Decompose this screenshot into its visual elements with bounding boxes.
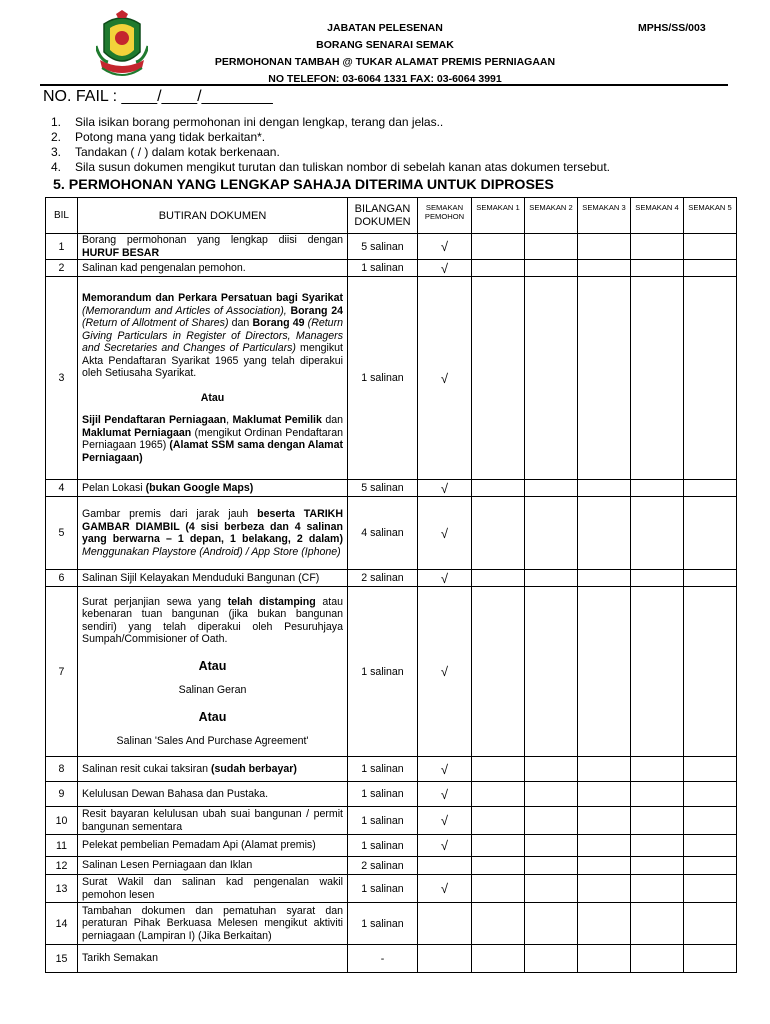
check-cell[interactable] [631, 875, 684, 903]
check-cell[interactable] [525, 875, 578, 903]
instruction-item: 3. Tandakan ( / ) dalam kotak berkenaan. [51, 145, 280, 159]
check-cell[interactable] [631, 260, 684, 277]
check-cell[interactable] [684, 277, 737, 480]
row-description: Kelulusan Dewan Bahasa dan Pustaka. [78, 782, 348, 807]
check-cell[interactable] [578, 782, 631, 807]
header-check-applicant: SEMAKAN PEMOHON [418, 198, 472, 234]
check-cell[interactable] [578, 570, 631, 587]
check-cell[interactable] [631, 497, 684, 570]
check-cell[interactable] [472, 587, 525, 757]
instruction-item: 4. Sila susun dokumen mengikut turutan dan tuliskan nombor di sebelah kanan atas dokumen tersebut. [51, 160, 610, 174]
row-description: Pelekat pembelian Pemadam Api (Alamat premis) [78, 835, 348, 857]
checklist-table [45, 197, 737, 973]
check-cell[interactable] [684, 757, 737, 782]
row-quantity: - [348, 945, 418, 973]
check-cell[interactable] [578, 757, 631, 782]
row-description: Salinan resit cukai taksiran (sudah berbayar) [78, 757, 348, 782]
check-cell[interactable] [525, 587, 578, 757]
table-row [46, 277, 737, 480]
header-divider [40, 84, 728, 86]
row-description: Salinan Lesen Perniagaan dan Iklan [78, 857, 348, 875]
header-check-4: SEMAKAN 4 [631, 198, 684, 234]
table-row [46, 857, 737, 875]
check-cell[interactable] [472, 277, 525, 480]
check-cell[interactable] [578, 807, 631, 835]
row-quantity: 5 salinan [348, 480, 418, 497]
row-quantity: 1 salinan [348, 835, 418, 857]
check-cell[interactable] [525, 945, 578, 973]
row-quantity: 4 salinan [348, 497, 418, 570]
header-check-5: SEMAKAN 5 [684, 198, 737, 234]
check-cell[interactable] [684, 875, 737, 903]
check-cell[interactable] [684, 587, 737, 757]
check-cell[interactable] [525, 903, 578, 945]
check-applicant[interactable]: √ [418, 782, 472, 807]
row-number: 10 [46, 807, 78, 835]
check-cell[interactable] [525, 807, 578, 835]
file-number: NO. FAIL : ____/____/________ [43, 88, 273, 105]
check-cell[interactable] [631, 480, 684, 497]
table-row [46, 903, 737, 945]
row-description: Salinan kad pengenalan pemohon. [78, 260, 348, 277]
check-cell[interactable] [525, 835, 578, 857]
table-row [46, 234, 737, 260]
check-applicant[interactable]: √ [418, 757, 472, 782]
row-number: 15 [46, 945, 78, 973]
check-cell[interactable] [525, 857, 578, 875]
check-cell[interactable] [684, 570, 737, 587]
check-cell[interactable] [684, 497, 737, 570]
check-applicant[interactable]: √ [418, 480, 472, 497]
check-cell[interactable] [631, 807, 684, 835]
check-cell[interactable] [525, 570, 578, 587]
row-description: Pelan Lokasi (bukan Google Maps) [78, 480, 348, 497]
header-check-2: SEMAKAN 2 [525, 198, 578, 234]
instruction-item: 2. Potong mana yang tidak berkaitan*. [51, 130, 266, 144]
check-cell[interactable] [525, 277, 578, 480]
or-label: Atau [198, 709, 227, 724]
row-number: 2 [46, 260, 78, 277]
check-cell[interactable] [684, 857, 737, 875]
table-row [46, 875, 737, 903]
check-cell[interactable] [578, 480, 631, 497]
row-description: Resit bayaran kelulusan ubah suai bangunan / permit bangunan sementara [78, 807, 348, 835]
check-applicant[interactable]: √ [418, 234, 472, 260]
check-cell[interactable] [578, 277, 631, 480]
check-applicant[interactable]: √ [418, 807, 472, 835]
check-cell[interactable] [578, 587, 631, 757]
check-cell[interactable] [578, 497, 631, 570]
check-cell[interactable] [472, 782, 525, 807]
row-number: 13 [46, 875, 78, 903]
check-applicant[interactable]: √ [418, 497, 472, 570]
table-row [46, 807, 737, 835]
row-description: Tarikh Semakan [78, 945, 348, 973]
check-cell[interactable] [631, 570, 684, 587]
header-line: BORANG SENARAI SEMAK [316, 39, 454, 51]
check-cell[interactable] [631, 757, 684, 782]
check-cell[interactable] [472, 234, 525, 260]
row-description: Surat Wakil dan salinan kad pengenalan wakil pemohon lesen [78, 875, 348, 903]
row-number: 11 [46, 835, 78, 857]
check-cell[interactable] [631, 945, 684, 973]
table-row [46, 782, 737, 807]
row-description: Borang permohonan yang lengkap diisi dengan HURUF BESAR [78, 234, 348, 260]
check-cell[interactable] [472, 857, 525, 875]
header-check-3: SEMAKAN 3 [578, 198, 631, 234]
check-cell[interactable] [525, 497, 578, 570]
table-header-row [46, 198, 737, 234]
check-cell[interactable] [472, 875, 525, 903]
table-row [46, 587, 737, 757]
check-cell[interactable] [684, 835, 737, 857]
check-applicant[interactable] [418, 903, 472, 945]
row-number: 14 [46, 903, 78, 945]
check-cell[interactable] [631, 903, 684, 945]
table-row [46, 497, 737, 570]
row-number: 5 [46, 497, 78, 570]
row-number: 9 [46, 782, 78, 807]
row-quantity: 1 salinan [348, 807, 418, 835]
check-cell[interactable] [684, 807, 737, 835]
row-quantity: 1 salinan [348, 903, 418, 945]
row-quantity: 2 salinan [348, 570, 418, 587]
check-cell[interactable] [684, 782, 737, 807]
check-cell[interactable] [525, 757, 578, 782]
table-row [46, 945, 737, 973]
header-item: BUTIRAN DOKUMEN [78, 198, 348, 234]
row-quantity: 5 salinan [348, 234, 418, 260]
check-cell[interactable] [472, 835, 525, 857]
header-check-1: SEMAKAN 1 [472, 198, 525, 234]
check-cell[interactable] [578, 945, 631, 973]
check-cell[interactable] [472, 945, 525, 973]
check-cell[interactable] [684, 234, 737, 260]
table-row [46, 757, 737, 782]
check-cell[interactable] [525, 480, 578, 497]
check-applicant[interactable]: √ [418, 587, 472, 757]
check-cell[interactable] [472, 903, 525, 945]
row-quantity: 1 salinan [348, 587, 418, 757]
row-number: 4 [46, 480, 78, 497]
check-cell[interactable] [631, 835, 684, 857]
row-description: Memorandum dan Perkara Persatuan bagi Syarikat (Memorandum and Articles of Association), Borang 24 (Return of Allotment of Shares) dan Borang 49 (Return Giving Particulars in Register of Directors, Managers and Secretaries and Changes of Particulars) mengikut Akta Pendaftaran Syarikat 1965 yang telah diperakui oleh Setiusaha Syarikat. Atau Sijil Pendaftaran Perniagaan, Maklumat Pemilik dan Maklumat Perniagaan (mengikut Ordinan Pendaftaran Perniagaan 1965) (Alamat SSM sama dengan Alamat Perniagaan) [78, 277, 348, 480]
check-applicant[interactable] [418, 857, 472, 875]
or-label: Atau [200, 391, 225, 404]
or-label: Atau [198, 658, 227, 673]
check-applicant[interactable]: √ [418, 277, 472, 480]
check-cell[interactable] [525, 234, 578, 260]
header-line: JABATAN PELESENAN [327, 22, 443, 34]
document-header [180, 20, 590, 88]
check-cell[interactable] [684, 903, 737, 945]
check-cell[interactable] [631, 857, 684, 875]
header-line: NO TELEFON: 03-6064 1331 FAX: 03-6064 3991 [268, 73, 502, 85]
row-number: 1 [46, 234, 78, 260]
check-cell[interactable] [631, 782, 684, 807]
check-applicant[interactable] [418, 945, 472, 973]
check-cell[interactable] [578, 835, 631, 857]
row-description: Tambahan dokumen dan pematuhan syarat dan peraturan Pihak Berkuasa Melesen mengikut aktiviti perniagaan (Lampiran I) (Jika Berkaitan) [78, 903, 348, 945]
row-description: Surat perjanjian sewa yang telah distamping atau kebenaran tuan bangunan (jika bukan bangunan sendiri) yang telah diperakui oleh Pesuruhjaya Sumpah/Commisioner of Oath. Atau Salinan Geran Atau Salinan 'Sales And Purchase Agreement' [78, 587, 348, 757]
row-quantity: 1 salinan [348, 260, 418, 277]
row-description: Salinan Sijil Kelayakan Menduduki Bangunan (CF) [78, 570, 348, 587]
table-row [46, 480, 737, 497]
row-number: 3 [46, 277, 78, 480]
check-cell[interactable] [472, 260, 525, 277]
check-cell[interactable] [631, 587, 684, 757]
check-cell[interactable] [472, 807, 525, 835]
header-qty: BILANGAN DOKUMEN [348, 198, 418, 234]
row-number: 6 [46, 570, 78, 587]
header-bil: BIL [46, 198, 78, 234]
header-line: PERMOHONAN TAMBAH @ TUKAR ALAMAT PREMIS PERNIAGAAN [214, 56, 556, 68]
row-number: 7 [46, 587, 78, 757]
table-row [46, 835, 737, 857]
row-quantity: 1 salinan [348, 875, 418, 903]
instructions-list [51, 115, 610, 175]
row-quantity: 1 salinan [348, 277, 418, 480]
table-row [46, 570, 737, 587]
check-applicant[interactable]: √ [418, 875, 472, 903]
check-cell[interactable] [631, 234, 684, 260]
row-quantity: 2 salinan [348, 857, 418, 875]
check-cell[interactable] [684, 945, 737, 973]
check-applicant[interactable]: √ [418, 835, 472, 857]
instruction-item: 1. Sila isikan borang permohonan ini dengan lengkap, terang dan jelas.. [51, 115, 444, 129]
check-cell[interactable] [578, 260, 631, 277]
check-cell[interactable] [472, 497, 525, 570]
check-cell[interactable] [684, 480, 737, 497]
row-number: 8 [46, 757, 78, 782]
check-cell[interactable] [472, 480, 525, 497]
row-quantity: 1 salinan [348, 782, 418, 807]
check-applicant[interactable]: √ [418, 570, 472, 587]
check-cell[interactable] [631, 277, 684, 480]
check-cell[interactable] [525, 260, 578, 277]
form-reference: MPHS/SS/003 [638, 22, 706, 34]
check-cell[interactable] [472, 570, 525, 587]
check-cell[interactable] [578, 903, 631, 945]
check-cell[interactable] [578, 875, 631, 903]
section-title: 5. PERMOHONAN YANG LENGKAP SAHAJA DITERIMA UNTUK DIPROSES [53, 177, 554, 193]
row-quantity: 1 salinan [348, 757, 418, 782]
council-crest-logo [96, 10, 148, 82]
check-cell[interactable] [578, 234, 631, 260]
check-cell[interactable] [684, 260, 737, 277]
table-row [46, 260, 737, 277]
check-cell[interactable] [578, 857, 631, 875]
check-cell[interactable] [525, 782, 578, 807]
row-description: Gambar premis dari jarak jauh beserta TARIKH GAMBAR DIAMBIL (4 sisi berbeza dan 4 salinan yang berwarna – 1 depan, 1 belakang, 2 dalam) Menggunakan Playstore (Android) / App Store (Iphone) [78, 497, 348, 570]
check-cell[interactable] [472, 757, 525, 782]
row-number: 12 [46, 857, 78, 875]
check-applicant[interactable]: √ [418, 260, 472, 277]
